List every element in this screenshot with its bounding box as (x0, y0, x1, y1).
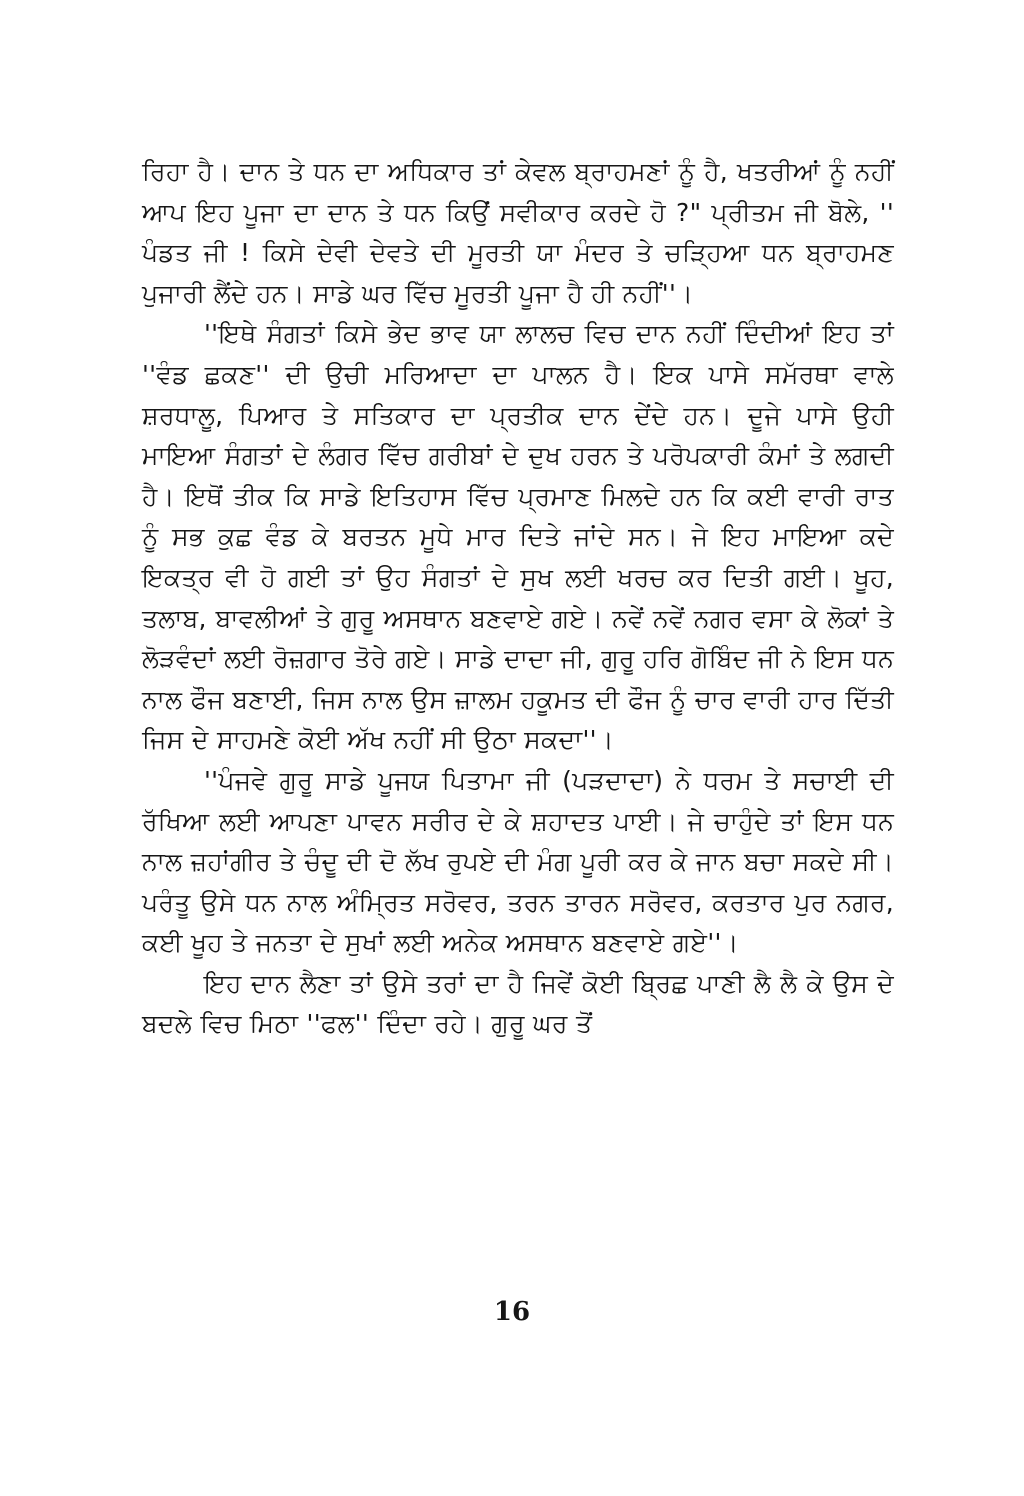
paragraph-2: ''ਇਥੇ ਸੰਗਤਾਂ ਕਿਸੇ ਭੇਦ ਭਾਵ ਯਾ ਲਾਲਚ ਵਿਚ ਦਾਨ ਨਹੀਂ ਦਿੰਦੀਆਂ ਇਹ ਤਾਂ ''ਵੰਡ ਛਕਣ'' ਦੀ ਉਚੀ ਮਰਿਆਦਾ ਦਾ ਪਾਲਨ ਹੈ। ਇਕ ਪਾਸੇ ਸਮੱਰਥਾ ਵਾਲੇ ਸ਼ਰਧਾਲੂ, ਪਿਆਰ ਤੇ ਸਤਿਕਾਰ ਦਾ ਪ੍ਰਤੀਕ ਦਾਨ ਦੇਂਦੇ ਹਨ। ਦੂਜੇ ਪਾਸੇ ਉਹੀ ਮਾਇਆ ਸੰਗਤਾਂ ਦੇ ਲੰਗਰ ਵਿੱਚ ਗਰੀਬਾਂ ਦੇ ਦੁਖ ਹਰਨ ਤੇ ਪਰੋਪਕਾਰੀ ਕੰਮਾਂ ਤੇ ਲਗਦੀ ਹੈ। ਇਥੋਂ ਤੀਕ ਕਿ ਸਾਡੇ ਇਤਿਹਾਸ ਵਿੱਚ ਪ੍ਰਮਾਣ ਮਿਲਦੇ ਹਨ ਕਿ ਕਈ ਵਾਰੀ ਰਾਤ ਨੂੰ ਸਭ ਕੁਛ ਵੰਡ ਕੇ ਬਰਤਨ ਮੂਧੇ ਮਾਰ ਦਿਤੇ ਜਾਂਦੇ ਸਨ। ਜੇ ਇਹ ਮਾਇਆ ਕਦੇ ਇਕਤ੍ਰ ਵੀ ਹੋ ਗਈ ਤਾਂ ਉਹ ਸੰਗਤਾਂ ਦੇ ਸੁਖ ਲਈ ਖਰਚ ਕਰ ਦਿਤੀ ਗਈ। ਖੂਹ, ਤਲਾਬ, ਬਾਵਲੀਆਂ ਤੇ ਗੁਰੂ ਅਸਥਾਨ ਬਣਵਾਏ ਗਏ। ਨਵੇਂ ਨਵੇਂ ਨਗਰ ਵਸਾ ਕੇ ਲੋਕਾਂ ਤੇ ਲੋੜਵੰਦਾਂ ਲਈ ਰੋਜ਼ਗਾਰ ਤੋਰੇ ਗਏ। ਸਾਡੇ ਦਾਦਾ ਜੀ, ਗੁਰੂ ਹਰਿ ਗੋਬਿੰਦ ਜੀ ਨੇ ਇਸ ਧਨ ਨਾਲ ਫੌਜ ਬਣਾਈ, ਜਿਸ ਨਾਲ ਉਸ ਜ਼ਾਲਮ ਹਕੂਮਤ ਦੀ ਫੌਜ ਨੂੰ ਚਾਰ ਵਾਰੀ ਹਾਰ ਦਿੱਤੀ ਜਿਸ ਦੇ ਸਾਹਮਣੇ ਕੋਈ ਅੱਖ ਨਹੀਂ ਸੀ ਉਠਾ ਸਕਦਾ''। (142, 319, 894, 755)
paragraph-3: ''ਪੰਜਵੇ ਗੁਰੂ ਸਾਡੇ ਪੂਜਯ ਪਿਤਾਮਾ ਜੀ (ਪੜਦਾਦਾ) ਨੇ ਧਰਮ ਤੇ ਸਚਾਈ ਦੀ ਰੱਖਿਆ ਲਈ ਆਪਣਾ ਪਾਵਨ ਸਰੀਰ ਦੇ ਕੇ ਸ਼ਹਾਦਤ ਪਾਈ। ਜੇ ਚਾਹੁੰਦੇ ਤਾਂ ਇਸ ਧਨ ਨਾਲ ਜ਼ਹਾਂਗੀਰ ਤੇ ਚੰਦੂ ਦੀ ਦੋ ਲੱਖ ਰੁਪਏ ਦੀ ਮੰਗ ਪੂਰੀ ਕਰ ਕੇ ਜਾਨ ਬਚਾ ਸਕਦੇ ਸੀ। ਪਰੰਤੂ ਉਸੇ ਧਨ ਨਾਲ ਅੰਮ੍ਰਿਤ ਸਰੋਵਰ, ਤਰਨ ਤਾਰਨ ਸਰੋਵਰ, ਕਰਤਾਰ ਪੁਰ ਨਗਰ, ਕਈ ਖੂਹ ਤੇ ਜਨਤਾ ਦੇ ਸੁਖਾਂ ਲਈ ਅਨੇਕ ਅਸਥਾਨ ਬਣਵਾਏ ਗਏ''। (142, 765, 894, 958)
paragraph-4: ਇਹ ਦਾਨ ਲੈਣਾ ਤਾਂ ਉਸੇ ਤਰਾਂ ਦਾ ਹੈ ਜਿਵੇਂ ਕੋਈ ਬ੍ਰਿਛ ਪਾਣੀ ਲੈ ਲੈ ਕੇ ਉਸ ਦੇ ਬਦਲੇ ਵਿਚ ਮਿਠਾ ''ਫਲ'' ਦਿੰਦਾ ਰਹੇ। ਗੁਰੂ ਘਰ ਤੋਂ (142, 968, 894, 1039)
page-number: 16 (493, 1297, 531, 1327)
page-body (142, 152, 894, 1045)
paragraph-1: ਰਿਹਾ ਹੈ। ਦਾਨ ਤੇ ਧਨ ਦਾ ਅਧਿਕਾਰ ਤਾਂ ਕੇਵਲ ਬ੍ਰਾਹਮਣਾਂ ਨੂੰ ਹੈ, ਖਤਰੀਆਂ ਨੂੰ ਨਹੀਂ ਆਪ ਇਹ ਪੂਜਾ ਦਾ ਦਾਨ ਤੇ ਧਨ ਕਿਉਂ ਸਵੀਕਾਰ ਕਰਦੇ ਹੋ ?" ਪ੍ਰੀਤਮ ਜੀ ਬੋਲੇ, '' ਪੰਡਤ ਜੀ ! ਕਿਸੇ ਦੇਵੀ ਦੇਵਤੇ ਦੀ ਮੂਰਤੀ ਯਾ ਮੰਦਰ ਤੇ ਚੜ੍ਹਿਆ ਧਨ ਬ੍ਰਾਹਮਣ ਪੁਜਾਰੀ ਲੈਂਦੇ ਹਨ। ਸਾਡੇ ਘਰ ਵਿੱਚ ਮੂਰਤੀ ਪੂਜਾ ਹੈ ਹੀ ਨਹੀਂ''। (142, 157, 894, 308)
